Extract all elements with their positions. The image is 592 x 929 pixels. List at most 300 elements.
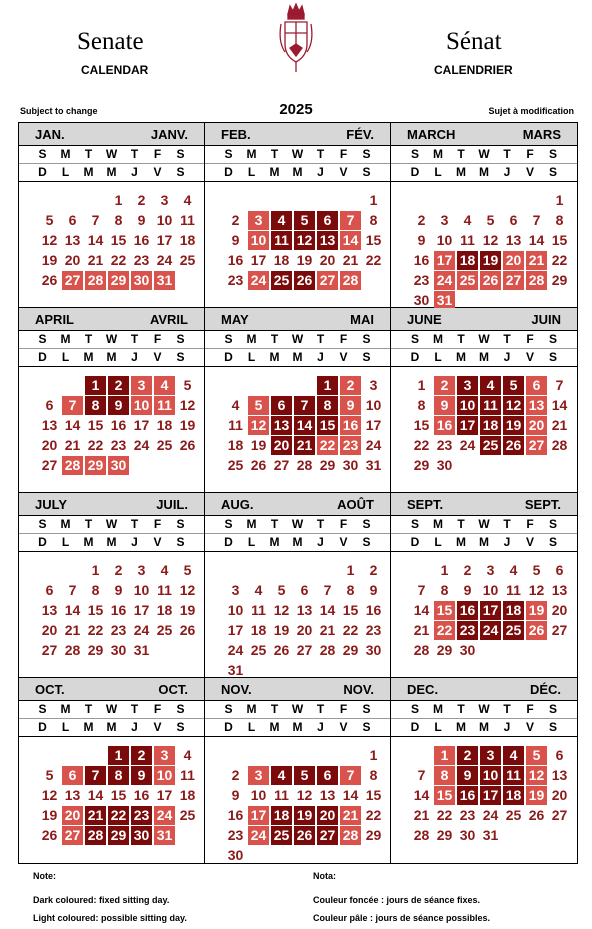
day-cell: 31 bbox=[227, 662, 244, 678]
weekday-letter: W bbox=[105, 517, 118, 531]
day-grid bbox=[410, 561, 571, 660]
day-cell: 31 bbox=[154, 271, 175, 290]
weekday-letter: W bbox=[478, 517, 490, 531]
weekday-letter: T bbox=[316, 702, 325, 716]
day-cell: 6 bbox=[555, 562, 564, 578]
day-cell: 18 bbox=[503, 601, 524, 620]
day-blank bbox=[247, 191, 270, 210]
day-cell: 24 bbox=[248, 826, 269, 845]
day-cell: 31 bbox=[365, 457, 382, 473]
weekday-letter: S bbox=[362, 165, 371, 179]
weekday-letter: S bbox=[548, 147, 557, 161]
day-cell: 28 bbox=[85, 271, 106, 290]
day-cell: 17 bbox=[365, 417, 382, 433]
note-label-en: Note: bbox=[33, 871, 56, 881]
day-cell: 26 bbox=[250, 457, 267, 473]
day-cell: 27 bbox=[41, 642, 58, 658]
weekday-letter: T bbox=[503, 702, 511, 716]
weekday-letter: S bbox=[176, 332, 185, 346]
day-cell: 27 bbox=[526, 436, 547, 455]
day-cell: 8 bbox=[91, 582, 100, 598]
day-cell: 12 bbox=[503, 396, 524, 415]
day-cell: 19 bbox=[179, 417, 196, 433]
weekday-letter: S bbox=[176, 702, 185, 716]
day-cell: 12 bbox=[528, 582, 545, 598]
day-cell: 9 bbox=[114, 582, 123, 598]
weekday-letter: T bbox=[503, 147, 511, 161]
day-cell: 22 bbox=[342, 622, 359, 638]
weekday-letter: M bbox=[292, 165, 303, 179]
day-blank bbox=[479, 191, 502, 210]
weekday-letter: S bbox=[176, 350, 185, 364]
weekday-letter: F bbox=[526, 332, 534, 346]
day-blank bbox=[410, 746, 433, 765]
weekday-letter: S bbox=[362, 332, 371, 346]
day-cell: 2 bbox=[137, 192, 146, 208]
day-grid bbox=[410, 191, 571, 310]
weekday-letter: J bbox=[131, 535, 138, 549]
day-cell: 15 bbox=[317, 416, 338, 435]
weekday-letter: M bbox=[60, 702, 71, 716]
day-cell: 16 bbox=[434, 416, 455, 435]
day-blank bbox=[38, 746, 61, 765]
day-grid bbox=[224, 561, 385, 680]
day-cell: 13 bbox=[319, 787, 336, 803]
day-cell: 6 bbox=[555, 747, 564, 763]
day-cell: 11 bbox=[480, 396, 501, 415]
month-name-fr: AVRIL bbox=[149, 311, 188, 327]
month-oct bbox=[19, 678, 205, 863]
weekday-letter: M bbox=[60, 517, 71, 531]
weekday-letter: W bbox=[291, 517, 304, 531]
day-cell: 7 bbox=[532, 212, 541, 228]
day-cell: 28 bbox=[340, 826, 361, 845]
day-cell: 14 bbox=[413, 602, 430, 618]
day-cell: 16 bbox=[365, 602, 382, 618]
day-cell: 28 bbox=[319, 642, 336, 658]
day-cell: 13 bbox=[317, 231, 338, 250]
day-cell: 30 bbox=[436, 457, 453, 473]
day-cell: 5 bbox=[45, 212, 54, 228]
day-cell: 17 bbox=[156, 787, 173, 803]
day-cell: 2 bbox=[340, 376, 361, 395]
day-cell: 3 bbox=[486, 562, 495, 578]
weekday-row-fr bbox=[19, 164, 204, 182]
day-cell: 24 bbox=[154, 806, 175, 825]
day-cell: 4 bbox=[480, 376, 501, 395]
day-cell: 27 bbox=[41, 457, 58, 473]
day-cell: 23 bbox=[110, 437, 127, 453]
day-cell: 23 bbox=[457, 621, 478, 640]
weekday-letter: S bbox=[548, 350, 557, 364]
weekday-letter: V bbox=[153, 720, 162, 734]
day-cell: 3 bbox=[131, 376, 152, 395]
month-march bbox=[391, 123, 577, 308]
weekday-letter: S bbox=[224, 517, 233, 531]
day-cell: 16 bbox=[110, 602, 127, 618]
weekday-letter: V bbox=[525, 165, 534, 179]
weekday-letter: S bbox=[548, 332, 557, 346]
day-blank bbox=[316, 191, 339, 210]
weekday-letter: M bbox=[456, 535, 466, 549]
day-cell: 24 bbox=[156, 252, 173, 268]
day-cell: 18 bbox=[273, 252, 290, 268]
month-name-fr: JUIN bbox=[531, 311, 561, 327]
day-cell: 21 bbox=[64, 437, 81, 453]
months-grid bbox=[18, 122, 578, 864]
day-blank bbox=[502, 191, 525, 210]
day-cell: 8 bbox=[346, 582, 355, 598]
day-cell: 10 bbox=[131, 396, 152, 415]
day-cell: 14 bbox=[413, 787, 430, 803]
weekday-letter: T bbox=[84, 332, 93, 346]
weekday-letter: F bbox=[339, 147, 348, 161]
day-cell: 30 bbox=[108, 456, 129, 475]
day-cell: 5 bbox=[503, 376, 524, 395]
day-cell: 14 bbox=[294, 416, 315, 435]
day-grid bbox=[38, 376, 199, 475]
day-cell: 16 bbox=[227, 252, 244, 268]
day-cell: 2 bbox=[108, 376, 129, 395]
day-cell: 10 bbox=[482, 582, 499, 598]
weekday-letter: F bbox=[526, 517, 534, 531]
weekday-letter: S bbox=[410, 517, 419, 531]
day-cell: 17 bbox=[133, 602, 150, 618]
weekday-letter: S bbox=[362, 535, 371, 549]
weekday-letter: M bbox=[433, 702, 443, 716]
day-blank bbox=[84, 191, 107, 210]
weekday-letter: D bbox=[38, 535, 47, 549]
day-cell: 14 bbox=[340, 231, 361, 250]
day-cell: 26 bbox=[294, 826, 315, 845]
weekday-letter: M bbox=[479, 350, 489, 364]
weekday-letter: J bbox=[131, 720, 138, 734]
day-cell: 3 bbox=[137, 562, 146, 578]
day-cell: 22 bbox=[108, 806, 129, 825]
weekday-letter: S bbox=[548, 165, 557, 179]
day-cell: 20 bbox=[296, 622, 313, 638]
day-cell: 17 bbox=[480, 601, 501, 620]
month-name-en: MAY bbox=[221, 311, 249, 327]
day-cell: 17 bbox=[156, 232, 173, 248]
day-cell: 8 bbox=[440, 582, 449, 598]
day-cell: 2 bbox=[231, 212, 240, 228]
day-cell: 11 bbox=[274, 787, 289, 803]
day-cell: 12 bbox=[482, 232, 499, 248]
weekday-letter: M bbox=[83, 535, 94, 549]
month-header bbox=[391, 678, 577, 701]
day-cell: 16 bbox=[457, 786, 478, 805]
day-blank bbox=[316, 746, 339, 765]
day-cell: 5 bbox=[526, 746, 547, 765]
day-cell: 13 bbox=[41, 602, 58, 618]
weekday-letter: S bbox=[176, 147, 185, 161]
month-april bbox=[19, 308, 205, 493]
day-blank bbox=[293, 376, 316, 395]
day-grid bbox=[410, 376, 571, 475]
day-cell: 6 bbox=[300, 582, 309, 598]
day-cell: 28 bbox=[413, 642, 430, 658]
weekday-letter: L bbox=[434, 535, 442, 549]
day-cell: 24 bbox=[248, 271, 269, 290]
weekday-letter: S bbox=[548, 702, 557, 716]
day-cell: 27 bbox=[317, 826, 338, 845]
day-cell: 9 bbox=[463, 582, 472, 598]
month-june bbox=[391, 308, 577, 493]
day-cell: 25 bbox=[250, 642, 267, 658]
weekday-letter: S bbox=[410, 702, 419, 716]
day-cell: 20 bbox=[503, 251, 524, 270]
weekday-row-en bbox=[19, 331, 204, 349]
day-blank bbox=[247, 376, 270, 395]
weekday-letter: J bbox=[131, 165, 138, 179]
day-cell: 11 bbox=[460, 232, 475, 248]
weekday-letter: J bbox=[503, 165, 511, 179]
month-header bbox=[205, 493, 390, 516]
weekday-letter: M bbox=[479, 720, 489, 734]
weekday-letter: V bbox=[525, 720, 534, 734]
weekday-letter: W bbox=[478, 702, 490, 716]
day-cell: 15 bbox=[434, 786, 455, 805]
weekday-letter: M bbox=[60, 147, 71, 161]
day-cell: 18 bbox=[457, 251, 478, 270]
weekday-row-fr bbox=[391, 719, 577, 737]
day-cell: 16 bbox=[133, 787, 150, 803]
day-cell: 6 bbox=[509, 212, 518, 228]
day-cell: 23 bbox=[110, 622, 127, 638]
weekday-letter: S bbox=[176, 165, 185, 179]
day-cell: 6 bbox=[317, 211, 338, 230]
day-cell: 25 bbox=[505, 807, 522, 823]
weekday-row-en bbox=[19, 146, 204, 164]
day-cell: 8 bbox=[369, 212, 378, 228]
weekday-letter: M bbox=[479, 535, 489, 549]
weekday-letter: J bbox=[317, 165, 324, 179]
day-cell: 15 bbox=[342, 602, 359, 618]
day-cell: 11 bbox=[251, 602, 266, 618]
weekday-letter: L bbox=[61, 720, 70, 734]
day-cell: 8 bbox=[555, 212, 564, 228]
day-cell: 5 bbox=[294, 766, 315, 785]
day-cell: 9 bbox=[108, 396, 129, 415]
weekday-row-fr bbox=[19, 349, 204, 367]
day-cell: 13 bbox=[41, 417, 58, 433]
weekday-letter: T bbox=[457, 517, 465, 531]
weekday-letter: T bbox=[130, 332, 139, 346]
month-name-fr: SEPT. bbox=[524, 496, 561, 512]
weekday-letter: V bbox=[525, 350, 534, 364]
weekday-letter: M bbox=[83, 350, 94, 364]
day-cell: 24 bbox=[227, 642, 244, 658]
day-cell: 20 bbox=[64, 252, 81, 268]
day-cell: 6 bbox=[68, 212, 77, 228]
day-cell: 14 bbox=[64, 602, 81, 618]
weekday-letter: S bbox=[362, 702, 371, 716]
weekday-letter: F bbox=[153, 147, 162, 161]
month-dec bbox=[391, 678, 577, 863]
day-cell: 20 bbox=[317, 806, 338, 825]
day-cell: 6 bbox=[317, 766, 338, 785]
day-cell: 10 bbox=[250, 787, 267, 803]
day-blank bbox=[270, 376, 293, 395]
day-cell: 30 bbox=[110, 642, 127, 658]
day-cell: 2 bbox=[114, 562, 123, 578]
weekday-letter: D bbox=[410, 165, 420, 179]
day-cell: 25 bbox=[227, 457, 244, 473]
day-cell: 6 bbox=[271, 396, 292, 415]
month-header bbox=[205, 308, 390, 331]
day-blank bbox=[224, 561, 247, 580]
day-blank bbox=[84, 746, 107, 765]
day-cell: 5 bbox=[486, 212, 495, 228]
day-cell: 21 bbox=[413, 807, 430, 823]
weekday-letter: M bbox=[106, 350, 117, 364]
day-cell: 2 bbox=[131, 746, 152, 765]
weekday-letter: V bbox=[339, 350, 348, 364]
weekday-letter: S bbox=[38, 702, 47, 716]
day-cell: 23 bbox=[133, 252, 150, 268]
weekday-letter: L bbox=[61, 165, 70, 179]
month-name-fr: DÉC. bbox=[529, 681, 561, 697]
weekday-letter: V bbox=[339, 720, 348, 734]
weekday-letter: L bbox=[434, 720, 442, 734]
day-cell: 30 bbox=[413, 292, 430, 308]
day-cell: 19 bbox=[41, 252, 58, 268]
day-cell: 22 bbox=[317, 436, 338, 455]
day-cell: 28 bbox=[413, 827, 430, 843]
weekday-letter: L bbox=[247, 535, 256, 549]
day-cell: 23 bbox=[227, 827, 244, 843]
month-name-en: FEB. bbox=[221, 126, 251, 142]
day-cell: 7 bbox=[340, 211, 361, 230]
day-cell: 18 bbox=[503, 786, 524, 805]
month-name-fr: JANV. bbox=[150, 126, 188, 142]
month-header bbox=[205, 678, 390, 701]
day-cell: 28 bbox=[85, 826, 106, 845]
day-cell: 29 bbox=[319, 457, 336, 473]
weekday-letter: L bbox=[61, 350, 70, 364]
day-blank bbox=[410, 561, 433, 580]
day-cell: 13 bbox=[64, 787, 81, 803]
day-cell: 18 bbox=[156, 417, 173, 433]
day-cell: 7 bbox=[417, 767, 426, 783]
weekday-letter: S bbox=[224, 332, 233, 346]
weekday-letter: T bbox=[130, 702, 139, 716]
day-cell: 30 bbox=[131, 826, 152, 845]
weekday-row-en bbox=[19, 701, 204, 719]
weekday-letter: T bbox=[316, 147, 325, 161]
day-cell: 30 bbox=[227, 847, 244, 863]
weekday-letter: F bbox=[153, 702, 162, 716]
day-cell: 11 bbox=[506, 582, 521, 598]
subject-to-change: Subject to change bbox=[20, 106, 98, 116]
weekday-letter: W bbox=[478, 147, 490, 161]
day-cell: 10 bbox=[365, 397, 382, 413]
day-cell: 20 bbox=[551, 787, 568, 803]
weekday-row-fr bbox=[391, 164, 577, 182]
weekday-letter: S bbox=[224, 147, 233, 161]
weekday-letter: D bbox=[38, 165, 47, 179]
day-cell: 28 bbox=[64, 642, 81, 658]
weekday-letter: V bbox=[153, 350, 162, 364]
month-aug bbox=[205, 493, 391, 678]
day-cell: 10 bbox=[154, 766, 175, 785]
day-blank bbox=[270, 561, 293, 580]
month-name-en: JAN. bbox=[35, 126, 65, 142]
day-grid bbox=[224, 746, 385, 865]
day-cell: 25 bbox=[503, 621, 524, 640]
day-cell: 3 bbox=[154, 746, 175, 765]
day-blank bbox=[270, 746, 293, 765]
day-cell: 20 bbox=[41, 437, 58, 453]
day-cell: 11 bbox=[180, 212, 195, 228]
day-cell: 1 bbox=[434, 746, 455, 765]
day-cell: 11 bbox=[271, 231, 292, 250]
day-cell: 12 bbox=[41, 787, 58, 803]
weekday-letter: M bbox=[83, 165, 94, 179]
weekday-letter: W bbox=[478, 332, 490, 346]
day-cell: 19 bbox=[250, 437, 267, 453]
weekday-letter: S bbox=[362, 720, 371, 734]
day-cell: 18 bbox=[227, 437, 244, 453]
weekday-letter: M bbox=[269, 165, 280, 179]
day-cell: 26 bbox=[179, 437, 196, 453]
day-cell: 4 bbox=[463, 212, 472, 228]
month-name-en: NOV. bbox=[221, 681, 252, 697]
day-cell: 2 bbox=[434, 376, 455, 395]
weekday-letter: M bbox=[292, 350, 303, 364]
sujet-a-modification: Sujet à modification bbox=[488, 106, 574, 116]
month-name-fr: AOÛT bbox=[337, 496, 374, 512]
weekday-letter: M bbox=[456, 350, 466, 364]
day-cell: 9 bbox=[231, 787, 240, 803]
day-cell: 27 bbox=[273, 457, 290, 473]
day-cell: 29 bbox=[551, 272, 568, 288]
day-cell: 27 bbox=[317, 271, 338, 290]
day-cell: 11 bbox=[154, 396, 175, 415]
day-cell: 9 bbox=[457, 766, 478, 785]
month-name-en: JUNE bbox=[407, 311, 442, 327]
weekday-letter: V bbox=[339, 535, 348, 549]
day-cell: 29 bbox=[85, 456, 106, 475]
day-cell: 1 bbox=[85, 376, 106, 395]
day-cell: 25 bbox=[156, 622, 173, 638]
day-cell: 30 bbox=[131, 271, 152, 290]
weekday-row-fr bbox=[205, 349, 390, 367]
weekday-letter: D bbox=[224, 535, 233, 549]
day-cell: 7 bbox=[294, 396, 315, 415]
weekday-letter: J bbox=[317, 720, 324, 734]
month-header bbox=[391, 493, 577, 516]
day-cell: 10 bbox=[457, 396, 478, 415]
day-cell: 14 bbox=[87, 232, 104, 248]
weekday-letter: J bbox=[317, 535, 324, 549]
day-cell: 21 bbox=[319, 622, 336, 638]
day-cell: 29 bbox=[413, 457, 430, 473]
day-cell: 5 bbox=[45, 767, 54, 783]
weekday-letter: W bbox=[105, 147, 118, 161]
day-cell: 14 bbox=[87, 787, 104, 803]
month-name-en: DEC. bbox=[407, 681, 439, 697]
calendar-subtitle: CALENDAR bbox=[81, 63, 149, 77]
day-cell: 21 bbox=[551, 417, 568, 433]
day-grid bbox=[38, 191, 199, 290]
weekday-letter: S bbox=[548, 517, 557, 531]
day-cell: 23 bbox=[459, 807, 476, 823]
weekday-letter: T bbox=[130, 517, 139, 531]
day-cell: 20 bbox=[62, 806, 83, 825]
day-cell: 21 bbox=[413, 622, 430, 638]
